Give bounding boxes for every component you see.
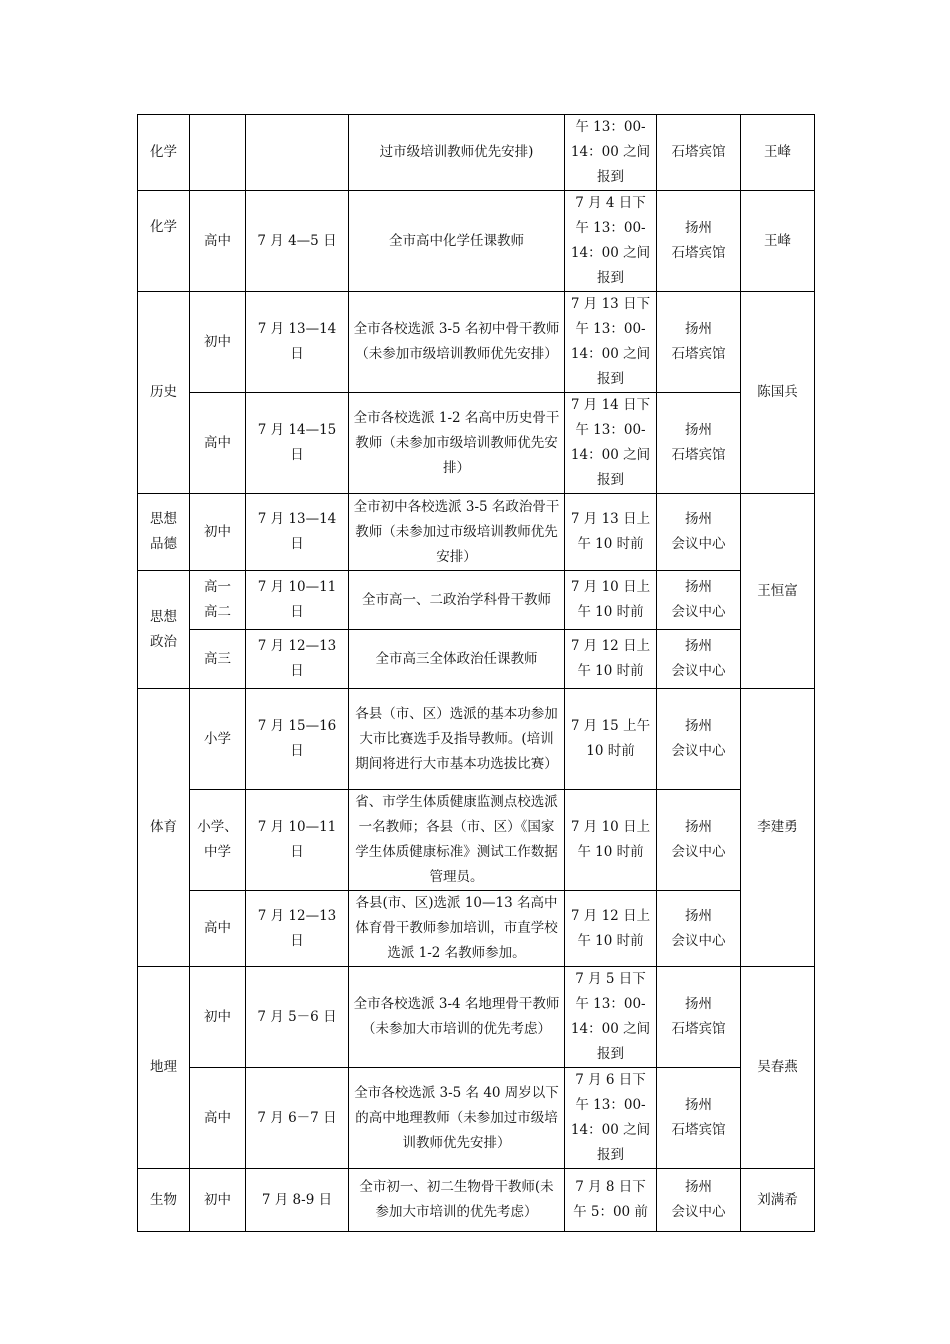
table-row: [138, 494, 815, 571]
contact-cell: 王恒富: [741, 494, 815, 689]
subject-cell: 思想 品德: [138, 494, 190, 571]
report-time-cell: 7 月 10 日上 午 10 时前: [565, 790, 657, 891]
report-time-cell: 7 月 4 日下 午 13：00- 14：00 之间 报到: [565, 191, 657, 292]
subject-cell: 地理: [138, 967, 190, 1169]
location-cell: 扬州 会议中心: [657, 891, 741, 967]
contact-cell: 王峰: [741, 191, 815, 292]
location-cell: 扬州 会议中心: [657, 689, 741, 790]
participants-cell: 过市级培训教师优先安排): [349, 115, 565, 191]
table-row: [138, 1068, 815, 1169]
subject-cell: 化学: [138, 191, 190, 292]
location-cell: 扬州 会议中心: [657, 494, 741, 571]
table-row: [138, 115, 815, 191]
report-time-cell: 7 月 12 日上 午 10 时前: [565, 630, 657, 689]
table-row: [138, 790, 815, 891]
report-time-cell: 午 13：00- 14：00 之间 报到: [565, 115, 657, 191]
level-cell: 高中: [190, 891, 246, 967]
location-cell: 扬州 会议中心: [657, 1169, 741, 1232]
level-cell: 初中: [190, 967, 246, 1068]
date-cell: 7 月 4—5 日: [246, 191, 349, 292]
location-cell: 石塔宾馆: [657, 115, 741, 191]
report-time-cell: 7 月 10 日上 午 10 时前: [565, 571, 657, 630]
date-cell: 7 月 10—11 日: [246, 790, 349, 891]
contact-cell: 吴春燕: [741, 967, 815, 1169]
participants-cell: 全市高中化学任课教师: [349, 191, 565, 292]
participants-cell: 全市高三全体政治任课教师: [349, 630, 565, 689]
report-time-cell: 7 月 12 日上 午 10 时前: [565, 891, 657, 967]
date-cell: 7 月 8-9 日: [246, 1169, 349, 1232]
contact-cell: 刘满希: [741, 1169, 815, 1232]
participants-cell: 全市各校选派 3-5 名 40 周岁以下的高中地理教师（未参加过市级培训教师优先安排）: [349, 1068, 565, 1169]
participants-cell: 全市初中各校选派 3-5 名政治骨干教师（未参加过市级培训教师优先安排）: [349, 494, 565, 571]
contact-cell: 陈国兵: [741, 292, 815, 494]
report-time-cell: 7 月 13 日下 午 13：00- 14：00 之间 报到: [565, 292, 657, 393]
date-cell: 7 月 12—13 日: [246, 891, 349, 967]
table-row: [138, 689, 815, 790]
table-row: [138, 630, 815, 689]
location-cell: 扬州 石塔宾馆: [657, 1068, 741, 1169]
subject-cell: 历史: [138, 292, 190, 494]
location-cell: 扬州 石塔宾馆: [657, 292, 741, 393]
report-time-cell: 7 月 14 日下 午 13：00- 14：00 之间 报到: [565, 393, 657, 494]
subject-cell: 思想 政治: [138, 571, 190, 689]
level-cell: 高三: [190, 630, 246, 689]
location-cell: 扬州 会议中心: [657, 790, 741, 891]
date-cell: 7 月 5－6 日: [246, 967, 349, 1068]
date-cell: 7 月 14—15 日: [246, 393, 349, 494]
report-time-cell: 7 月 6 日下 午 13：00- 14：00 之间 报到: [565, 1068, 657, 1169]
subject-cell: 体育: [138, 689, 190, 967]
contact-cell: 李建勇: [741, 689, 815, 967]
level-cell: 高中: [190, 1068, 246, 1169]
level-cell: 初中: [190, 292, 246, 393]
table-row: [138, 393, 815, 494]
date-cell: [246, 115, 349, 191]
location-cell: 扬州 石塔宾馆: [657, 191, 741, 292]
report-time-cell: 7 月 5 日下 午 13：00- 14：00 之间 报到: [565, 967, 657, 1068]
level-cell: [190, 115, 246, 191]
location-cell: 扬州 石塔宾馆: [657, 967, 741, 1068]
training-schedule-table: [137, 114, 815, 1232]
date-cell: 7 月 6－7 日: [246, 1068, 349, 1169]
level-cell: 高中: [190, 393, 246, 494]
participants-cell: 全市初一、初二生物骨干教师(未参加大市培训的优先考虑）: [349, 1169, 565, 1232]
level-cell: 初中: [190, 1169, 246, 1232]
level-cell: 高一 高二: [190, 571, 246, 630]
date-cell: 7 月 10—11 日: [246, 571, 349, 630]
location-cell: 扬州 石塔宾馆: [657, 393, 741, 494]
date-cell: 7 月 15—16 日: [246, 689, 349, 790]
location-cell: 扬州 会议中心: [657, 571, 741, 630]
participants-cell: 全市高一、二政治学科骨干教师: [349, 571, 565, 630]
participants-cell: 全市各校选派 1-2 名高中历史骨干教师（未参加市级培训教师优先安排）: [349, 393, 565, 494]
table-row: [138, 191, 815, 292]
report-time-cell: 7 月 8 日下 午 5：00 前: [565, 1169, 657, 1232]
level-cell: 初中: [190, 494, 246, 571]
level-cell: 高中: [190, 191, 246, 292]
participants-cell: 各县(市、区)选派 10—13 名高中体育骨干教师参加培训，市直学校选派 1-2 名教师参加。: [349, 891, 565, 967]
participants-cell: 各县（市、区）选派的基本功参加大市比赛选手及指导教师。(培训期间将进行大市基本功选拔比赛）: [349, 689, 565, 790]
level-cell: 小学: [190, 689, 246, 790]
subject-cell: 生物: [138, 1169, 190, 1232]
date-cell: 7 月 13—14 日: [246, 292, 349, 393]
table-row: [138, 1169, 815, 1232]
participants-cell: 全市各校选派 3-4 名地理骨干教师（未参加大市培训的优先考虑）: [349, 967, 565, 1068]
table-row: [138, 891, 815, 967]
location-cell: 扬州 会议中心: [657, 630, 741, 689]
subject-cell: 化学: [138, 115, 190, 191]
level-cell: 小学、 中学: [190, 790, 246, 891]
report-time-cell: 7 月 13 日上 午 10 时前: [565, 494, 657, 571]
report-time-cell: 7 月 15 上午 10 时前: [565, 689, 657, 790]
table-row: [138, 571, 815, 630]
table-row: [138, 292, 815, 393]
date-cell: 7 月 12—13 日: [246, 630, 349, 689]
participants-cell: 全市各校选派 3-5 名初中骨干教师（未参加市级培训教师优先安排）: [349, 292, 565, 393]
contact-cell: 王峰: [741, 115, 815, 191]
participants-cell: 省、市学生体质健康监测点校选派一名教师；各县（市、区）《国家学生体质健康标准》测试工作数据管理员。: [349, 790, 565, 891]
table-row: [138, 967, 815, 1068]
date-cell: 7 月 13—14 日: [246, 494, 349, 571]
